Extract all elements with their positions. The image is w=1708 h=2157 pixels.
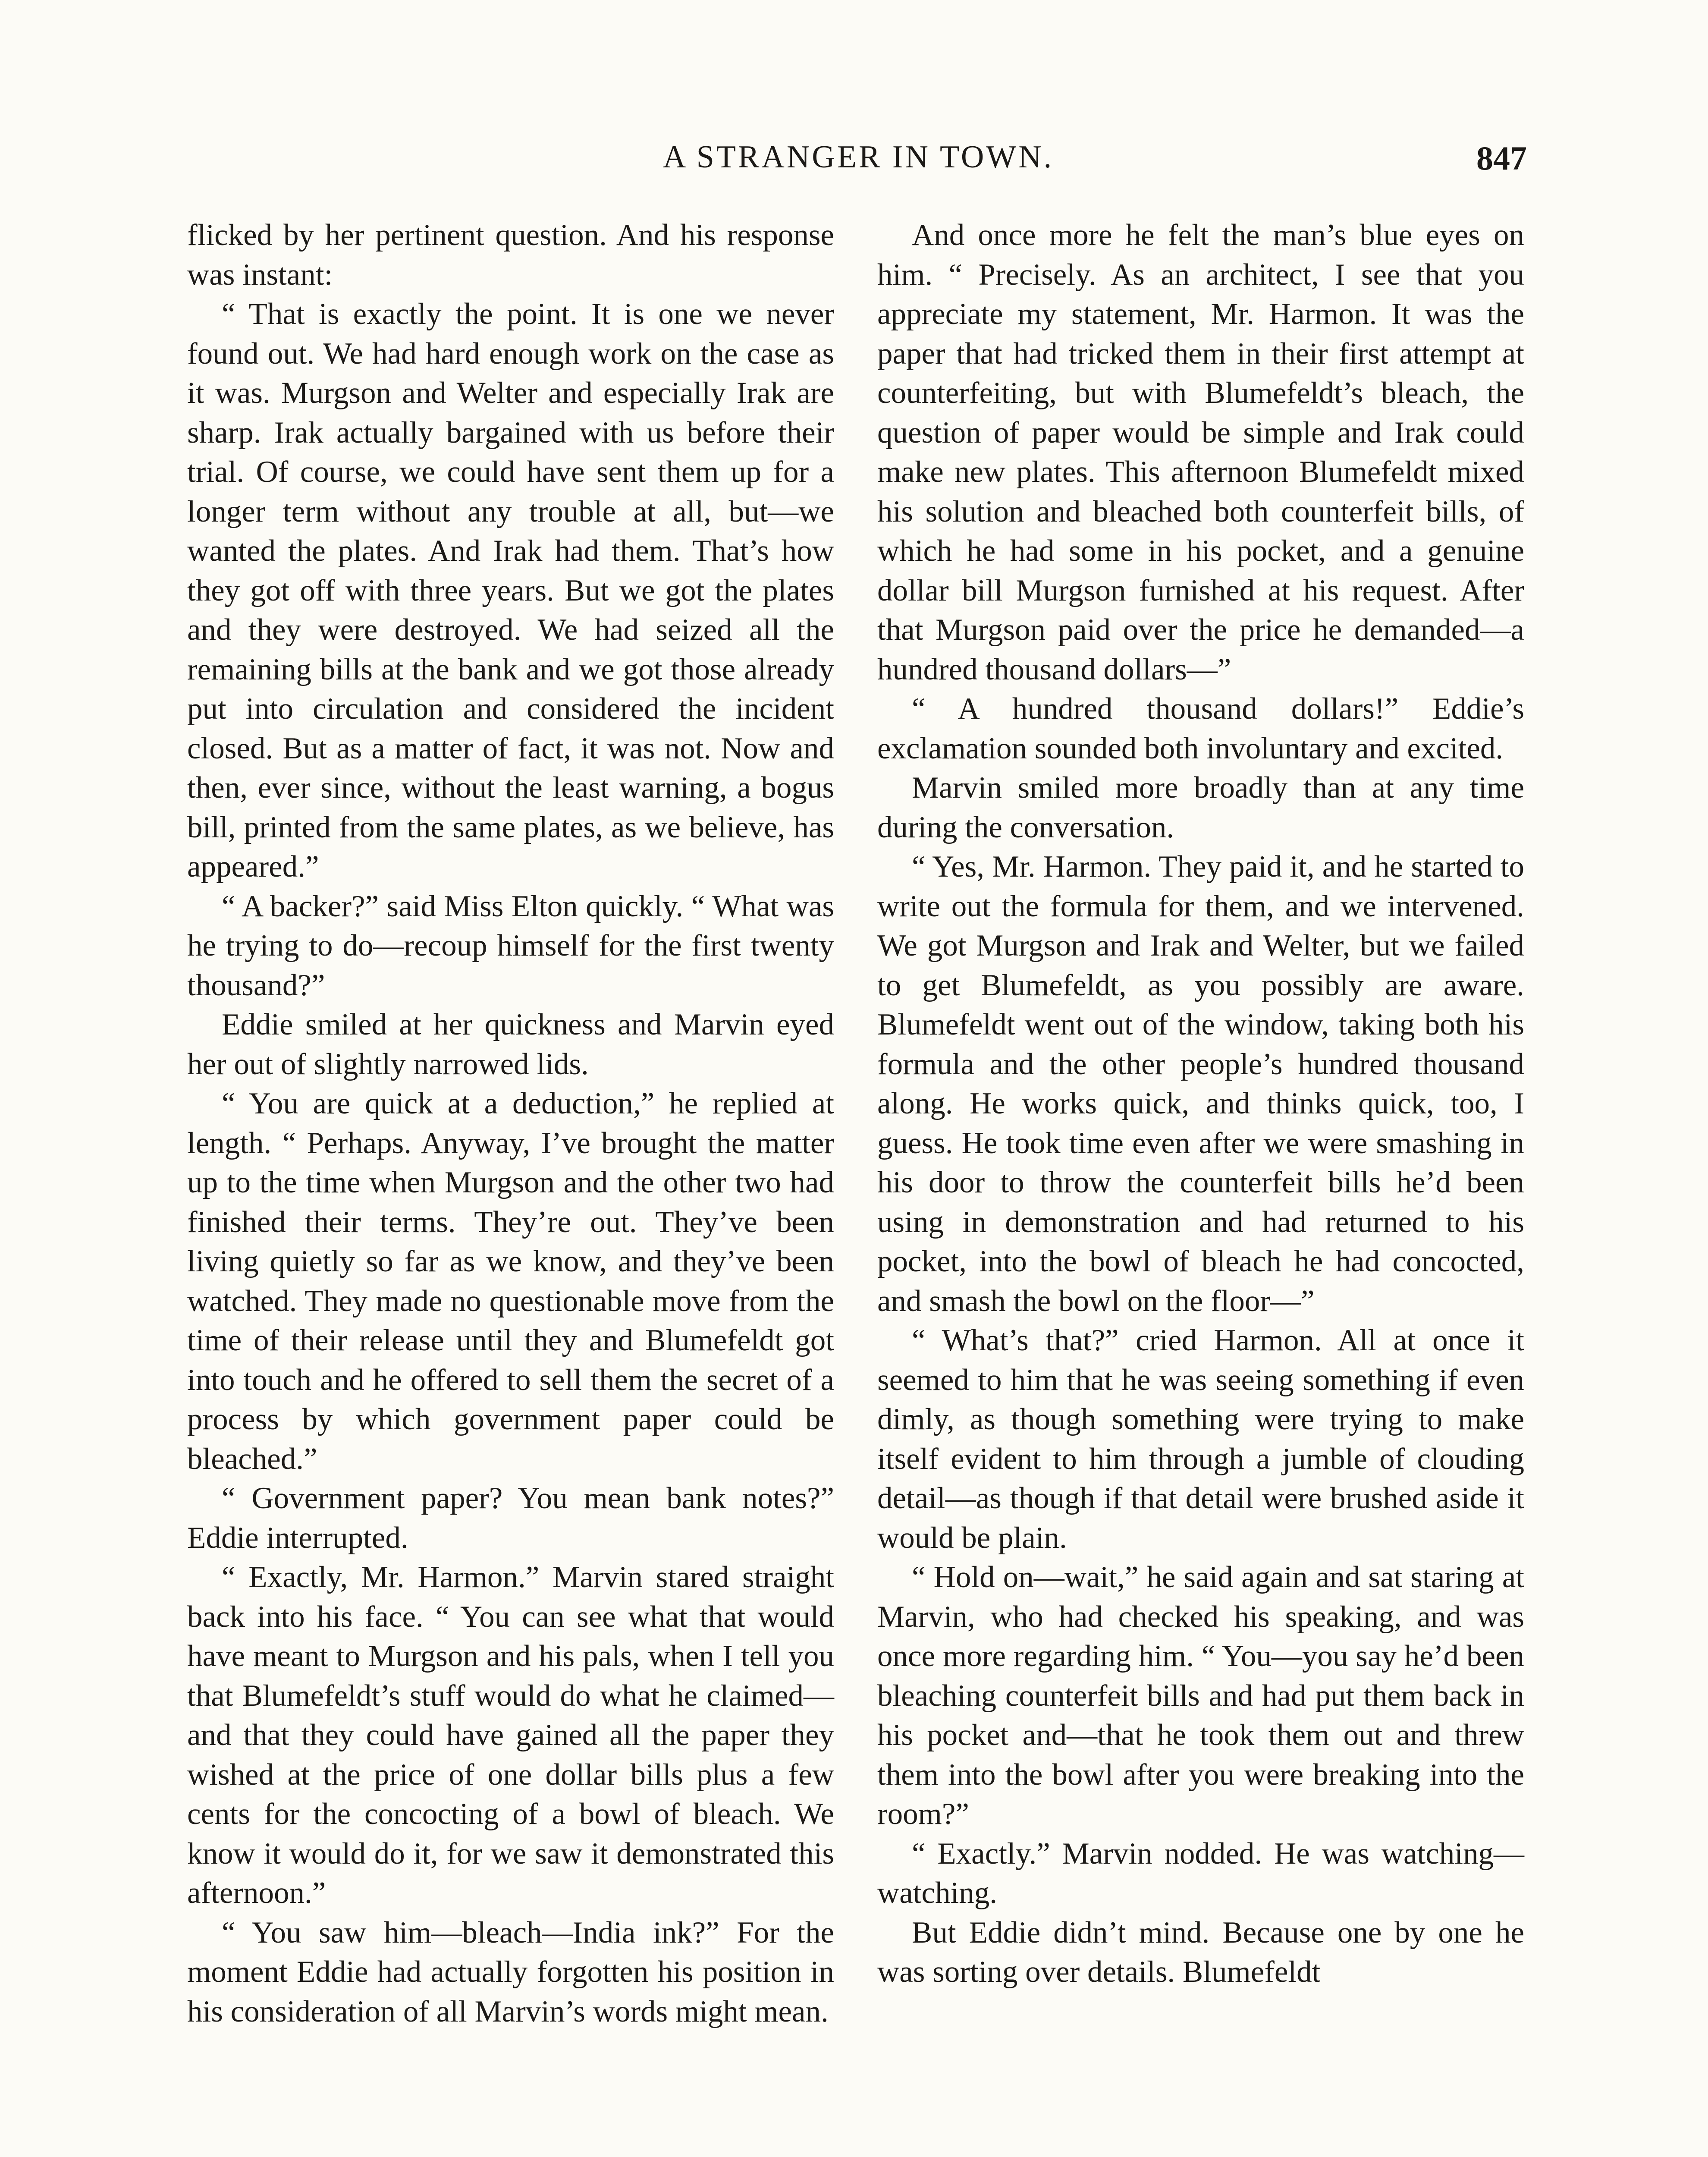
paragraph: “ What’s that?” cried Harmon. All at once it seemed to him that he was seeing something if even dimly, as though something were trying to make itself evident to him through a jumble of clouding detail—as though if that detail were brushed aside it would be plain. <box>877 1324 1524 1555</box>
paragraph: “ Exactly, Mr. Harmon.” Marvin stared straight back into his face. “ You can see what that would have meant to Murgson and his pals, when I tell you that Blumefeldt’s stuff would do what he claimed—and that they could have gained all the paper they wished at the price of one dollar bills plus a few cents for the concocting of a bowl of bleach. We know it would do it, for we saw it demonstrated this afternoon.” <box>187 1560 834 1910</box>
paragraph: “ Government paper? You mean bank notes?” Eddie interrupted. <box>187 1481 834 1555</box>
paragraph: Eddie smiled at her quickness and Marvin eyed her out of slightly narrowed lids. <box>187 1008 834 1081</box>
page-header <box>190 139 1527 186</box>
paragraph: flicked by her pertinent question. And his response was instant: <box>187 218 834 292</box>
paragraph: “ A hundred thousand dollars!” Eddie’s exclamation sounded both involuntary and excited. <box>877 692 1524 765</box>
running-title: A STRANGER IN TOWN. <box>662 139 1054 175</box>
paragraph: “ Hold on—wait,” he said again and sat staring at Marvin, who had checked his speaking, and was once more regarding him. “ You—you say he’d been bleaching counterfeit bills and had put them back in his pocket and—that he took them out and threw them into the bowl after you were breaking into the room?” <box>877 1560 1524 1831</box>
paragraph: “ Yes, Mr. Harmon. They paid it, and he started to write out the formula for them, and we intervened. We got Murgson and Irak and Welter, but we failed to get Blumefeldt, as you possibly are aware. Blumefeldt went out of the window, taking both his formula and the other people’s hundred thousand along. He works quick, and thinks quick, too, I guess. He took time even after we were smashing in his door to throw the counterfeit bills he’d been using in demonstration and had returned to his pocket, into the bowl of bleach he had concocted, and smash the bowl on the floor—” <box>877 850 1524 1318</box>
left-column <box>187 216 834 2031</box>
paragraph: And once more he felt the man’s blue eyes on him. “ Precisely. As an architect, I see that you appreciate my statement, Mr. Harmon. It was the paper that had tricked them in their first attempt at counterfeiting, but with Blumefeldt’s bleach, the question of paper would be simple and Irak could make new plates. This afternoon Blumefeldt mixed his solution and bleached both counterfeit bills, of which he had some in his pocket, and a genuine dollar bill Murgson furnished at his request. After that Murgson paid over the price he demanded—a hundred thousand dollars—” <box>877 218 1524 686</box>
paragraph: “ A backer?” said Miss Elton quickly. “ What was he trying to do—recoup himself for the first twenty thousand?” <box>187 889 834 1002</box>
paragraph: “ You saw him—bleach—India ink?” For the moment Eddie had actually forgotten his position in his consideration of all Marvin’s words might mean. <box>187 1915 834 2028</box>
paragraph: “ You are quick at a deduction,” he replied at length. “ Perhaps. Anyway, I’ve brought the matter up to the time when Murgson and the other two had finished their terms. They’re out. They’ve been living quietly so far as we know, and they’ve been watched. They made no questionable move from the time of their release until they and Blumefeldt got into touch and he offered to sell them the secret of a process by which government paper could be bleached.” <box>187 1087 834 1476</box>
paragraph: “ Exactly.” Marvin nodded. He was watching—watching. <box>877 1836 1524 1910</box>
paragraph: Marvin smiled more broadly than at any time during the conversation. <box>877 771 1524 844</box>
paragraph: But Eddie didn’t mind. Because one by one he was sorting over details. Blumefeldt <box>877 1915 1524 1989</box>
right-column <box>877 216 1524 1992</box>
paragraph: “ That is exactly the point. It is one we never found out. We had hard enough work on the case as it was. Murgson and Welter and especially Irak are sharp. Irak actually bargained with us before their trial. Of course, we could have sent them up for a longer term without any trouble at all, but—we wanted the plates. And Irak had them. That’s how they got off with three years. But we got the plates and they were destroyed. We had seized all the remaining bills at the bank and we got those already put into circulation and considered the incident closed. But as a matter of fact, it was not. Now and then, ever since, without the least warning, a bogus bill, printed from the same plates, as we believe, has appeared.” <box>187 297 834 884</box>
page-number: 847 <box>1476 139 1527 177</box>
